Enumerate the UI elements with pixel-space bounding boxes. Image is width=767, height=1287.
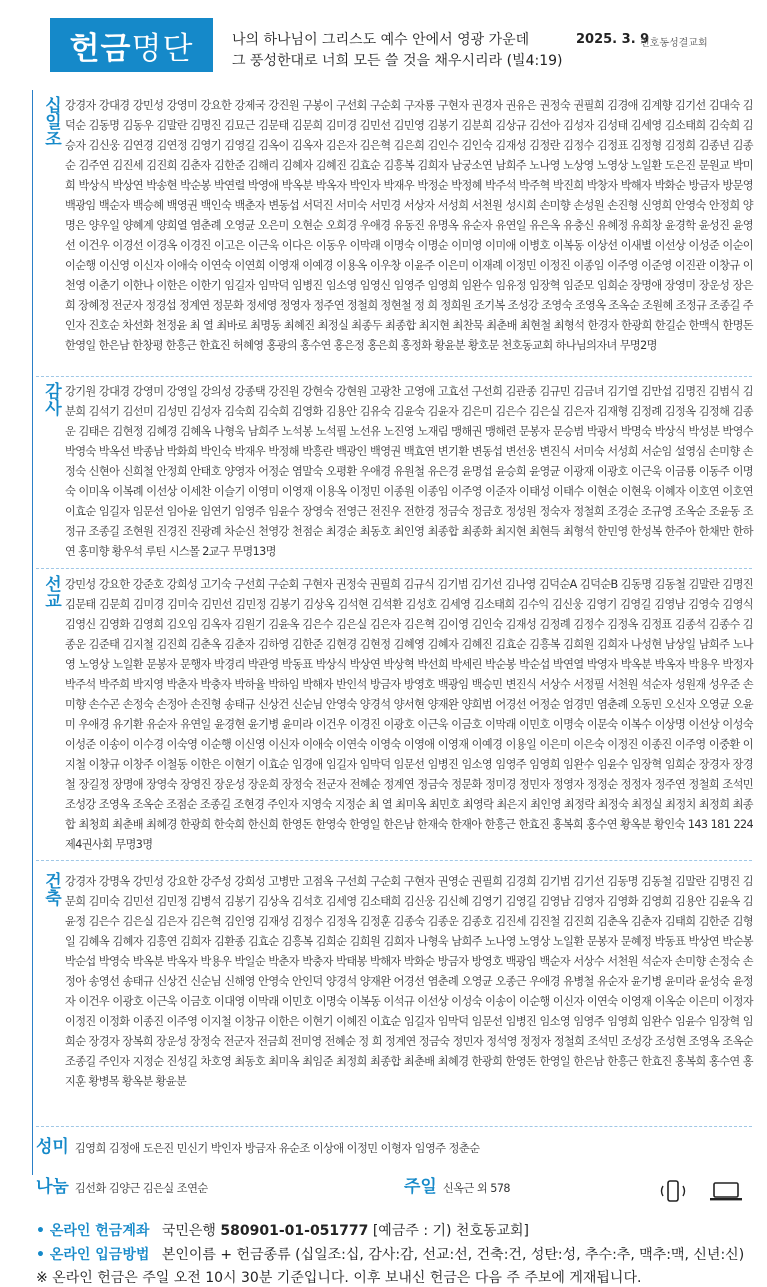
seongmi-names: 김영희 김정애 도은진 민신기 박인자 방금자 유순조 이상애 이정민 이형자 임영주 정춘순	[74, 1142, 480, 1155]
device-icons	[655, 1180, 743, 1206]
section-names: 강경자 강명옥 강민성 강요한 강주성 강희성 고병만 고점옥 구선희 구순회 구현자 권영순 권필희 김경희 김기범 김기선 김동명 김동철 김말란 김명진 김문희 김미숙 김민선 김민정 김병석 김봉기 김상옥 김석호 김세영 김소태희 김신웅 김신혜 김영기 김영길 김영남 김영자 김영화 김영희 김용안 김윤옥 김윤정 김은수 김은실 김은자 김은혁 김인영 김재성 김정수 김정옥 김정훈 김종숙 김종운 김종호 김진세 김진철 김진희 김춘옥 김춘자 김태희 김한준 김형일 김혜옥 김혜자 김흥연 김희자 김환종 김효순 김흥복 김희순 김희원 김희자 나형욱 남희주 노나영 노영상 노일환 문봉자 문혜정 박동표 박상연 박순봉 박순섭 박영숙 박옥분 박옥자 박용우 박일순 박춘자 박충자 박태봉 박해자 박화순 방금자 방영호 백광임 백순자 서상수 서천원 석순자 손미향 손정숙 손정아 송영선 송태규 신상건 신순님 신해영 안영숙 안인덕 양경석 양재완 어경선 염춘례 오영균 오종근 우애경 유병철 유순자 윤기병 윤미라 윤성숙 윤정자 이건우 이광호 이근욱 이금호 이대영 이막래 이민호 이명숙 이복동 이석규 이선상 이성숙 이송이 이순행 이신자 이연숙 이영재 이옥순 이은미 이정자 이정진 이정화 이종진 이주영 이지철 이창규 이한은 이현기 이혜진 이효순 임길자 임막덕 임문선 임병진 임소영 임영주 임영희 임완수 임윤수 임장혁 임희순 장경자 장복희 장운성 장정숙 전군자 전금희 전미영 전혜순 정 희 정계연 정금숙 정민자 정석영 정정자 정철희 조석민 조성강 조성현 조영옥 조옥순 조종길 주인자 지정순 진성길 차호영 최동호 최미옥 최임준 최정희 최종합 최춘배 최혜경 한광희 한영돈 한영일 한은남 한흥근 한효진 홍복희 홍수연 홍지훈 황병목 황옥분 황윤분	[65, 875, 753, 1088]
section-tithe	[36, 96, 752, 372]
verse-line-2: 그 풍성한대로 너희 모든 쓸 것을 채우시리라 (빌4:19)	[232, 53, 563, 69]
title-bold: 헌금	[69, 30, 132, 67]
laptop-icon	[709, 1180, 743, 1206]
section-label: 건축	[41, 872, 61, 906]
account-line: • 온라인 헌금계좌 국민은행 580901-01-051777 [예금주 : 기) 천호동교회]	[36, 1223, 530, 1239]
deposit-label: 온라인 입금방법	[49, 1247, 150, 1263]
section-label: 십일조	[41, 96, 61, 147]
phone-icon	[655, 1180, 691, 1206]
jui-row	[404, 1172, 510, 1197]
account-bank: 국민은행	[161, 1223, 216, 1239]
nanum-names: 김선화 김양근 김은실 조연순	[74, 1182, 208, 1195]
deposit-text: 본인이름 + 헌금종류 (십일조:십, 감사:감, 선교:선, 건축:건, 성탄:성, 추수:추, 맥추:맥, 신년:신)	[161, 1247, 745, 1263]
section-label: 선교	[41, 575, 61, 609]
jui-names: 신옥근 외 578	[442, 1182, 511, 1195]
section-mission	[36, 575, 752, 857]
section-label: 감사	[41, 382, 61, 416]
divider	[36, 376, 752, 377]
header	[0, 0, 767, 80]
divider	[36, 568, 752, 569]
date: 2025. 3. 9	[576, 32, 650, 47]
section-names: 강경자 강대경 강민성 강영미 강요한 강제국 강진원 구봉이 구선회 구순회 구자룡 구현자 권경자 권유은 권정숙 권필희 김경애 김계향 김기선 김대숙 김덕순 김동명 김동우 김말란 김명진 김묘근 김문태 김문희 김미경 김민선 김민영 김봉기 김분희 김상규 김선아 김성자 김성태 김세영 김소태희 김숙희 김승자 김신웅 김연경 김연정 김영기 김영길 김옥이 김옥자 김은자 김은혁 김은희 김인수 김인숙 김재성 김정란 김정수 김정표 김정형 김정희 김종년 김종순 김주연 김진세 김진희 김춘자 김한준 김해리 김혜자 김혜진 김효순 김흥복 김희자 남궁소연 남희주 노나영 노상영 노영상 노일환 도은진 문원교 박미희 박상식 박상연 박송현 박순봉 박연렬 박영애 박옥분 박옥자 박인자 박재우 박정순 박정혜 박주석 박주혁 박진희 박창자 박해자 박화순 방금자 방문영 백광임 백순자 백승혜 백영권 백인숙 백춘자 변동섭 서덕진 서미숙 서민경 서상자 서성희 서천원 성시희 손미향 손성원 손진형 신영희 안영숙 안정희 양명은 양우일 양혜계 양희열 염춘례 오영균 오은미 오현순 오희경 우애경 유동진 유명옥 유순자 유연일 유은옥 유충신 유혜정 유희창 윤경학 윤성진 윤영선 이건우 이경선 이경옥 이경진 이고은 이근욱 이다은 이동우 이막래 이명숙 이명순 이미영 이미애 이병호 이복동 이상선 이새별 이선상 이성준 이순이 이순행 이신영 이신자 이애숙 이연숙 이연희 이영재 이예경 이용옥 이우창 이윤주 이은미 이재례 이정민 이정진 이종임 이주영 이준영 이진관 이창규 이천영 이춘기 이한나 이한은 이한기 임길자 임막덕 임병진 임소영 임영신 임영주 임영희 임완수 임유정 임장혁 임준모 임희순 장명애 장영미 장운성 장은희 장혜정 전군자 정경섭 정계연 정문화 정세영 정영자 정주연 정철희 정현철 정 희 정희원 조기복 조성강 조영숙 조영옥 조옥순 조원혜 조정규 조종길 주인자 진호순 차선화 천정윤 최 열 최바로 최명동 최혜진 최정실 최종두 최종합 최지현 최찬묵 최춘배 최현철 최형석 한경자 한광희 한길순 한맥식 한명돈 한영일 한은남 한창평 한흥근 한효진 허혜영 홍광의 홍수연 홍은정 홍은희 홍정화 황윤분 황호문 천호동교회 하나님의자녀 무명2명	[65, 99, 753, 352]
account-holder: [예금주 : 기) 천호동교회]	[372, 1223, 530, 1239]
section-building	[36, 872, 752, 1102]
church-name: 천호동성결교회	[640, 38, 708, 49]
divider	[36, 860, 752, 861]
seongmi-label: 성미	[36, 1137, 69, 1157]
section-thanks	[36, 382, 752, 564]
verse	[232, 30, 562, 72]
divider	[36, 1126, 752, 1127]
notice: ※ 온라인 헌금은 주일 오전 10시 30분 기준입니다. 이후 보내신 헌금은 다음 주 주보에 게재됩니다.	[36, 1270, 642, 1286]
section-names: 강민성 강요한 강준호 강희성 고기숙 구선희 구순회 구현자 권정숙 권필희 김규식 김기범 김기선 김나영 김덕순A 김덕순B 김동명 김동철 김말란 김명진 김문태 김문희 김미경 김미숙 김민선 김민정 김봉기 김상옥 김석현 김석환 김성호 김세영 김소태희 김수익 김신웅 김영기 김영길 김영남 김영숙 김영식 김영신 김영화 김영희 김오임 김옥자 김원기 김윤옥 김은수 김은실 김은자 김은혁 김이영 김인숙 김재성 김정례 김정수 김정옥 김정표 김종석 김종수 김종운 김준태 김지철 김진희 김춘옥 김춘자 김하영 김한준 김현경 김현정 김혜영 김혜자 김혜진 김효순 김흥복 김희원 김희자 나성현 남상일 남희주 노나영 노영상 노일환 문봉자 문행자 박경리 박관영 박동표 박상식 박상연 박상혁 박선희 박세린 박순봉 박순섭 박연열 박영자 박옥분 박옥자 박용우 박정자 박주석 박주희 박지영 박춘자 박충자 박하율 박하임 박해자 반인석 방금자 방영호 백광임 백승민 변진식 서상수 서정필 서천원 석순자 성원재 성우준 손미향 손수곤 손정숙 손정아 손진형 송태규 신상건 신순님 안영숙 양경석 양서현 양재완 양희범 어경선 어정순 엄경민 염춘례 오동민 오신자 오영균 오윤미 우애경 유기환 유순자 유연일 윤경현 윤기병 윤미라 이건우 이경진 이광호 이근욱 이금호 이막래 이민호 이명숙 이문숙 이복수 이상명 이선상 이성숙 이성준 이송이 이수경 이숙영 이순행 이신영 이신자 이애숙 이연숙 이영숙 이영애 이영재 이예경 이용일 이은미 이은숙 이정진 이종진 이주영 이중환 이지철 이창규 이창주 이철동 이한은 이현기 이효순 임경애 임길자 임막덕 임문선 임병진 임소영 임영주 임영희 임완수 임윤수 임장혁 임희순 장경자 장경철 장길정 장명애 장영숙 장영진 장운성 장운희 장정숙 전군자 전혜순 정계연 정금숙 정문화 정미경 정민자 정영자 정정순 정정자 정주연 정철희 조석민 조성강 조영옥 조옥순 조점순 조종길 조현경 주인자 지영숙 지정순 최 열 최미옥 최민호 최영락 최은지 최인영 최정락 최정숙 최정실 최정치 최정희 최종합 최청희 최춘배 최혜경 한광희 한숙희 한신희 한영돈 한영숙 한영일 한은남 한재숙 한재아 한흥근 한효진 홍복희 홍수연 황옥분 황인숙 143 181 224 제4권사회 무명3명	[65, 578, 753, 851]
nanum-row	[36, 1172, 208, 1197]
page-title	[50, 18, 213, 72]
side-line	[32, 90, 33, 1175]
title-light: 명단	[131, 30, 194, 67]
seongmi-row	[36, 1132, 480, 1157]
nanum-label: 나눔	[36, 1177, 69, 1197]
jui-label: 주일	[404, 1177, 437, 1197]
account-number[interactable]: 580901-01-051777	[220, 1223, 369, 1239]
account-label: 온라인 헌금계좌	[49, 1223, 150, 1239]
section-names: 강기원 강대경 강영미 강영일 강의성 강종택 강진원 강현숙 강현원 고광찬 고영애 고효선 구선희 김관종 김규민 김금녀 김기열 김만섭 김명진 김범식 김분희 김석기 김선미 김성민 김성자 김숙희 김숙희 김영화 김용안 김유숙 김윤숙 김윤자 김은미 김은수 김은실 김은자 김재형 김정례 김정옥 김정해 김종운 김태은 김현정 김혜경 김혜옥 나형욱 남희주 노석봉 노석필 노선유 노진영 노재림 맹해권 맹해련 문봉자 문승범 박광서 박명숙 박상식 박성분 박영수 박영숙 박옥선 박종남 박화희 박인숙 박재우 박정해 박흥란 백광인 백영권 백효연 변기환 변동섭 변선웅 변진식 서미숙 서성희 서순임 설영심 손미향 손정숙 신현아 신희철 안정희 안태호 양영자 어정순 염말숙 오평환 우애경 유원철 유은경 윤명섭 윤승희 윤영균 이광재 이광호 이근욱 이금룡 이동주 이명숙 이미옥 이복례 이선상 이세찬 이슬기 이영미 이영재 이용옥 이정민 이종원 이종임 이주영 이준자 이태성 이태수 이현순 이현욱 이혜자 이호연 이호연 이효순 임길자 임문선 임아윤 임연기 임영주 임윤수 장영숙 전영근 전진우 전한경 정금숙 정금호 정성원 정숙자 정철희 조경순 조규영 조옥순 조윤동 조정규 조종길 조현원 진경진 진광례 차순신 천영강 천점순 최경순 최동호 최인영 최종합 최종화 최지현 최현득 최형석 한민영 한성복 한주아 한채만 한하연 홍미향 황우석 루틴 시스몰 2교구 무명13명	[65, 385, 753, 558]
deposit-line: • 온라인 입금방법 본인이름 + 헌금종류 (십일조:십, 감사:감, 선교:선, 건축:건, 성탄:성, 추수:추, 맥추:맥, 신년:신)	[36, 1247, 745, 1263]
verse-line-1: 나의 하나님이 그리스도 예수 안에서 영광 가운데	[232, 32, 530, 48]
